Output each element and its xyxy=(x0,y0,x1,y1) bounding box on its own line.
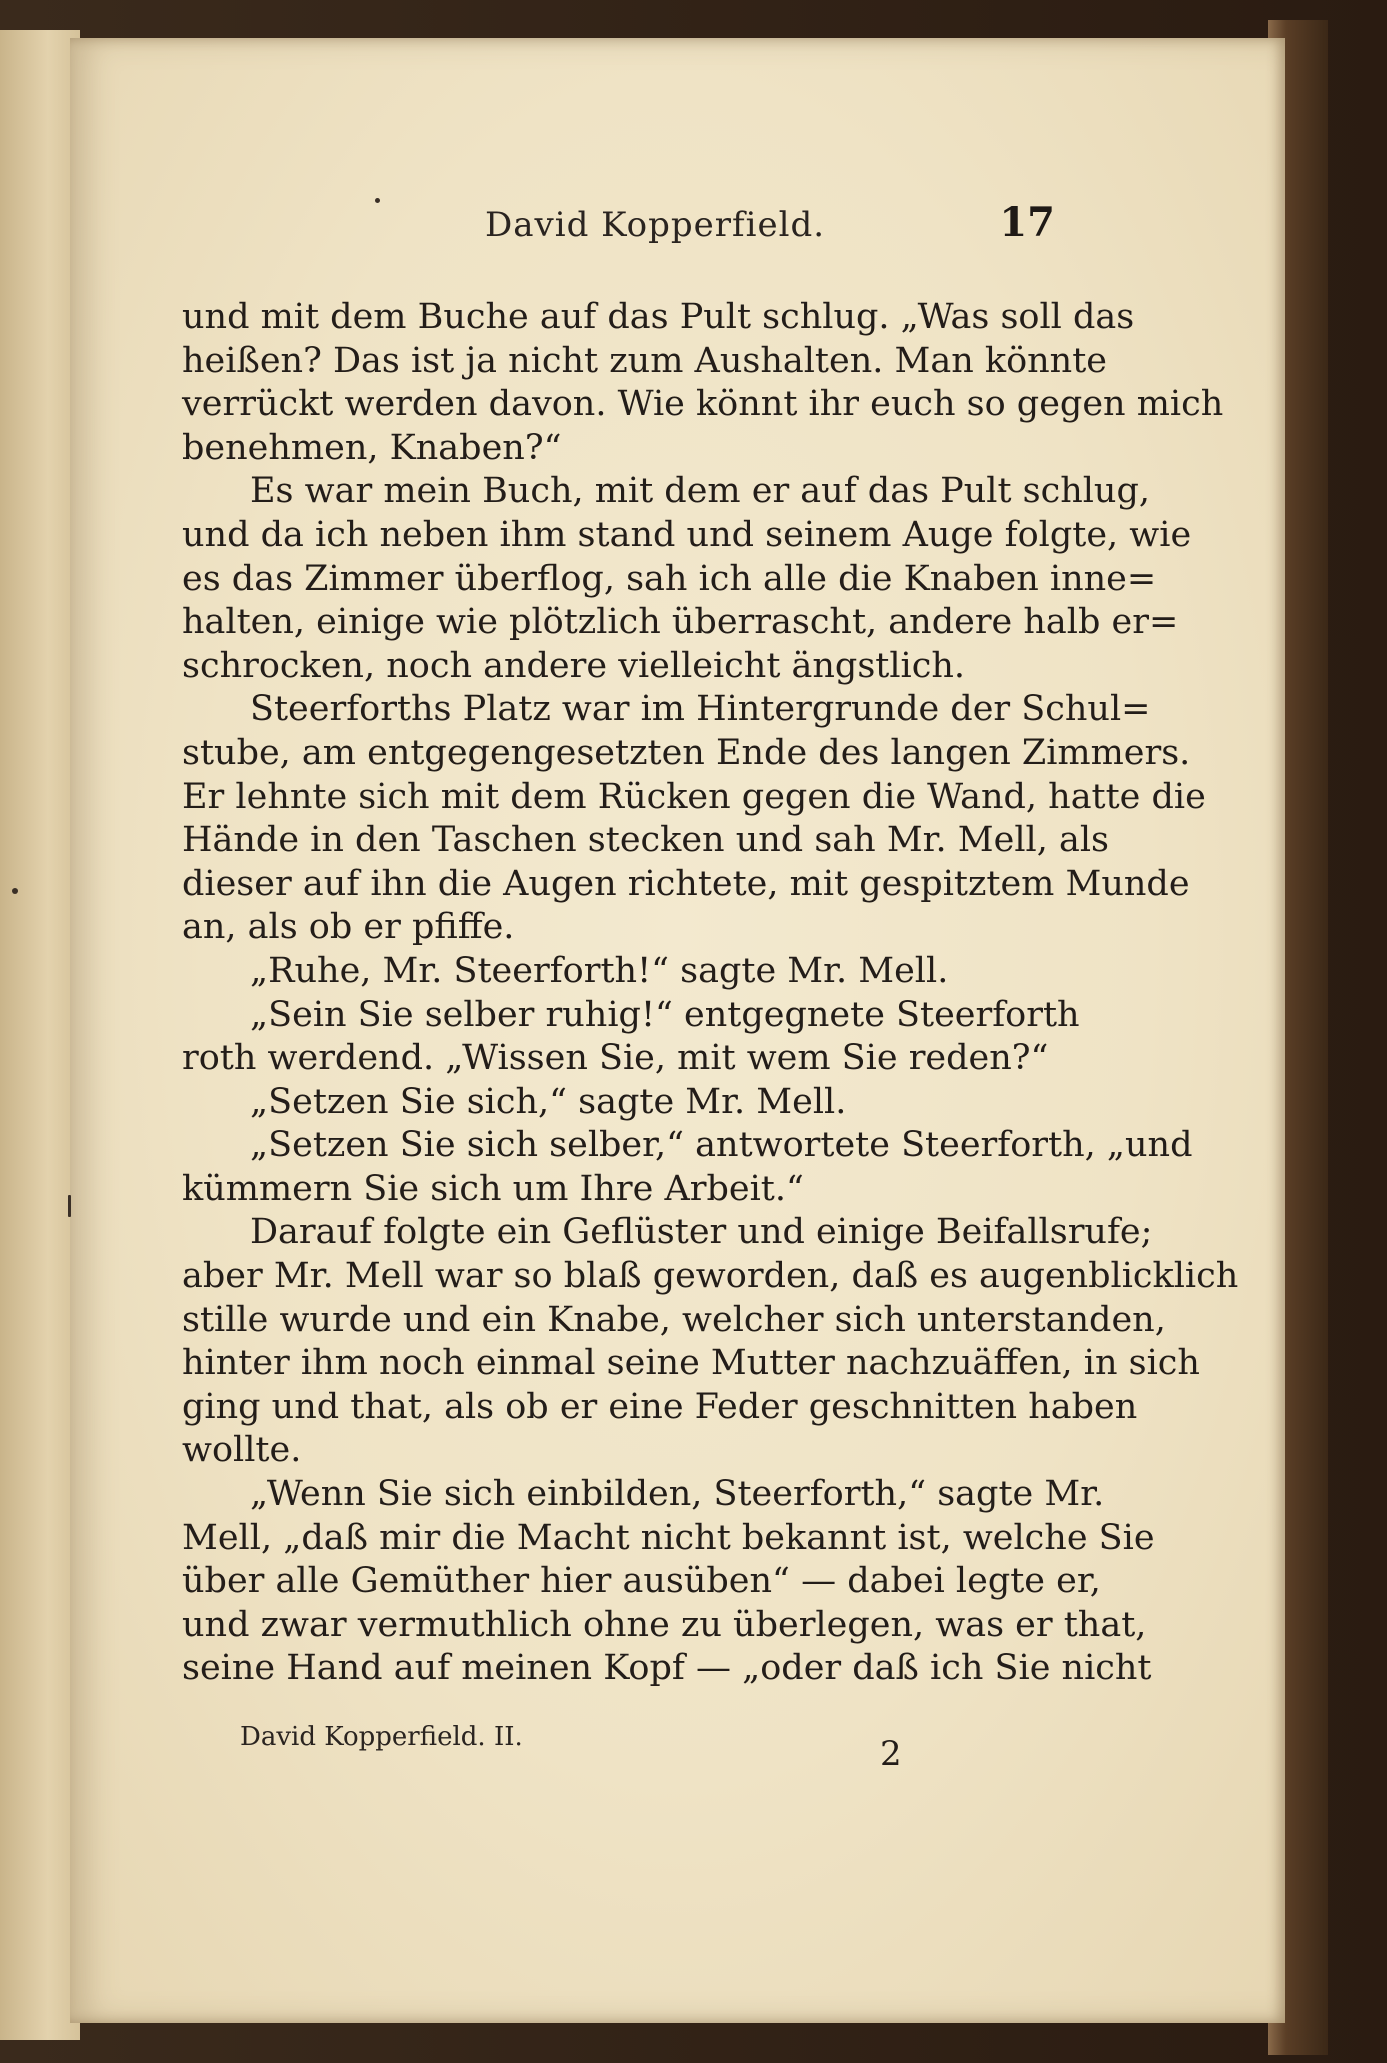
text-line: ging und that, als ob er eine Feder geschnitten haben xyxy=(182,1386,1138,1427)
page-number: 17 xyxy=(999,199,1055,246)
text-line: und zwar vermuthlich ohne zu überlegen, was er that, xyxy=(182,1604,1147,1645)
text-line: aber Mr. Mell war so blaß geworden, daß es augenblicklich xyxy=(182,1256,1239,1297)
page-footer xyxy=(240,1722,920,1772)
text-line: halten, einige wie plötzlich überrascht, andere halb er= xyxy=(182,602,1179,643)
text-line: Es war mein Buch, mit dem er auf das Pult schlug, xyxy=(250,471,1151,512)
facing-page-edge xyxy=(0,30,80,2040)
text-line: und da ich neben ihm stand und seinem Auge folgte, wie xyxy=(182,514,1192,555)
text-line: benehmen, Knaben?“ xyxy=(182,427,562,468)
text-line: verrückt werden davon. Wie könnt ihr euch so gegen mich xyxy=(182,384,1224,425)
text-line: seine Hand auf meinen Kopf — „oder daß ich Sie nicht xyxy=(182,1648,1152,1689)
text-line: hinter ihm noch einmal seine Mutter nachzuäffen, in sich xyxy=(182,1343,1200,1384)
text-line: es das Zimmer überflog, sah ich alle die Knaben inne= xyxy=(182,558,1157,599)
paper-speck xyxy=(12,888,18,894)
text-line: Darauf folgte ein Geflüster und einige Beifallsrufe; xyxy=(250,1212,1153,1253)
text-line: und mit dem Buche auf das Pult schlug. „Was soll das xyxy=(182,297,1135,337)
text-line: Er lehnte sich mit dem Rücken gegen die Wand, hatte die xyxy=(182,776,1206,817)
text-line: „Sein Sie selber ruhig!“ entgegnete Steerforth xyxy=(250,994,1080,1035)
text-line: dieser auf ihn die Augen richtete, mit gespitztem Munde xyxy=(182,863,1190,904)
text-line: „Ruhe, Mr. Steerforth!“ sagte Mr. Mell. xyxy=(250,950,949,991)
text-line: heißen? Das ist ja nicht zum Aushalten. Man könnte xyxy=(182,340,1108,381)
text-line: „Setzen Sie sich,“ sagte Mr. Mell. xyxy=(250,1081,847,1122)
text-line: Hände in den Taschen stecken und sah Mr. Mell, als xyxy=(182,820,1110,861)
running-title: David Kopperfield. xyxy=(485,205,826,245)
text-line: „Setzen Sie sich selber,“ antwortete Steerforth, „und xyxy=(250,1125,1193,1166)
text-line: stille wurde und ein Knabe, welcher sich unterstanden, xyxy=(182,1299,1166,1340)
text-line: Steerforths Platz war im Hintergrunde der Schul= xyxy=(250,689,1151,730)
text-line: wollte. xyxy=(182,1430,302,1471)
paper-speck xyxy=(375,198,380,203)
text-line: roth werdend. „Wissen Sie, mit wem Sie reden?“ xyxy=(182,1038,1049,1079)
footer-book-title: David Kopperfield. II. xyxy=(240,1722,523,1752)
text-line: über alle Gemüther hier ausüben“ — dabei legte er, xyxy=(182,1561,1101,1602)
text-line: schrocken, noch andere vielleicht ängstlich. xyxy=(182,645,966,686)
text-line: an, als ob er pfiffe. xyxy=(182,907,515,948)
text-line: stube, am entgegengesetzten Ende des langen Zimmers. xyxy=(182,732,1191,773)
body-text xyxy=(182,296,1239,1691)
signature-mark: 2 xyxy=(880,1734,902,1774)
text-line: „Wenn Sie sich einbilden, Steerforth,“ sagte Mr. xyxy=(250,1474,1105,1515)
text-line: kümmern Sie sich um Ihre Arbeit.“ xyxy=(182,1168,804,1209)
page-header xyxy=(185,199,1055,255)
text-line: Mell, „daß mir die Macht nicht bekannt ist, welche Sie xyxy=(182,1517,1155,1558)
paper-speck xyxy=(68,1195,71,1217)
